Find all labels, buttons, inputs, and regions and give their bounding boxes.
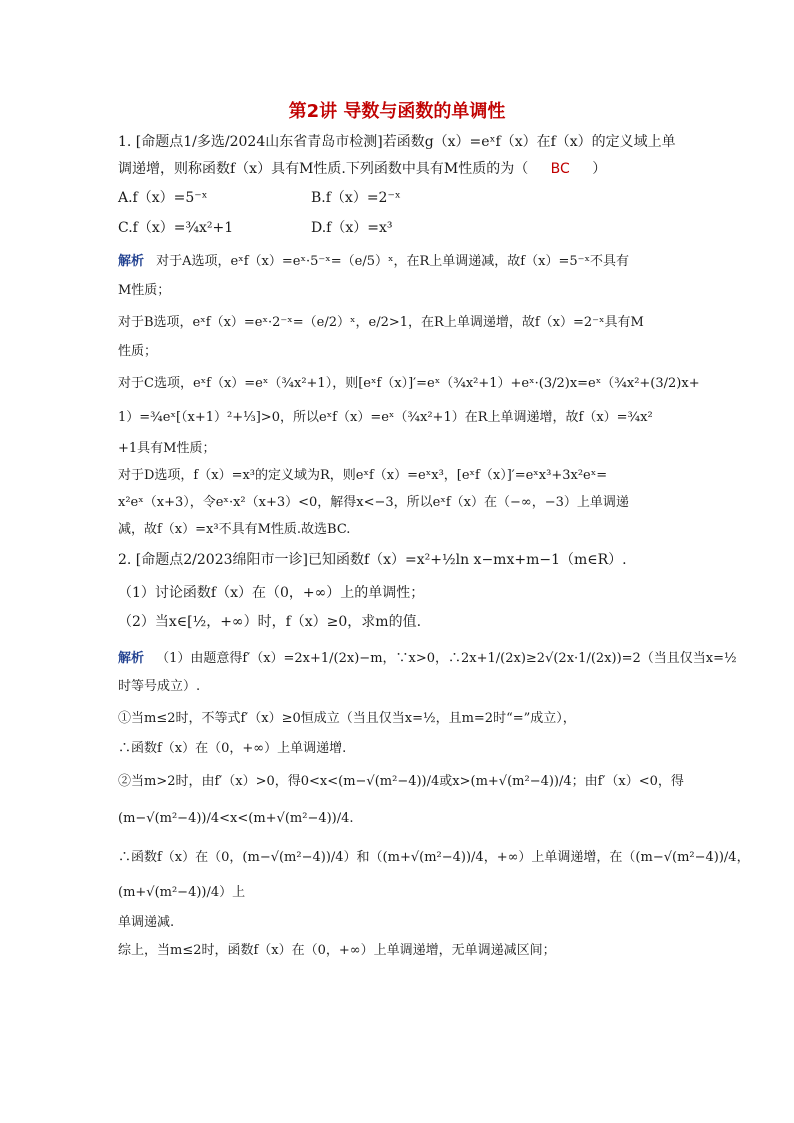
sol1-line-2: M性质；	[118, 283, 171, 298]
sol1-line-1	[118, 252, 688, 272]
q2-stem: 2. [命题点2/2023绵阳市一诊]已知函数f（x）=x²+½ln x−mx+m−1（m∈R）.	[118, 552, 627, 568]
sol2-line-9: 单调递减.	[118, 915, 175, 930]
q1-stem-line-1: 1. [命题点1/多选/2024山东省青岛市检测]若函数g（x）=eˣf（x）在f（x）的定义域上单	[118, 134, 676, 150]
page-title: 第2讲 导数与函数的单调性	[288, 101, 506, 122]
q1-stem-text: 调递增，则称函数f（x）具有M性质.下列函数中具有M性质的为（	[118, 161, 529, 177]
sol2-line-7: ∴函数f（x）在（0，(m−√(m²−4))/4）和（(m+√(m²−4))/4，+∞）上单调递增，在（(m−√(m²−4))/4，	[118, 850, 750, 865]
sol2-line-8: (m+√(m²−4))/4）上	[118, 885, 246, 900]
q2-part-1: （1）讨论函数f（x）在（0，+∞）上的单调性；	[118, 585, 425, 601]
sol2-line-10: 综上，当m≤2时，函数f（x）在（0，+∞）上单调递增，无单调递减区间；	[118, 943, 556, 958]
sol1-line-5: 对于C选项，eˣf（x）=eˣ（¾x²+1），则[eˣf（x）]′=eˣ（¾x²+1）+eˣ·(3/2)x=eˣ（¾x²+(3/2)x+	[118, 376, 700, 391]
sol2-line-1	[118, 649, 737, 669]
sol1-line-7: +1具有M性质；	[118, 441, 216, 456]
q1-option-c: C.f（x）=¾x²+1	[118, 220, 234, 236]
sol2-line-5: ②当m>2时，由f′（x）>0，得0<x<(m−√(m²−4))/4或x>(m+√(m²−4))/4；由f′（x）<0，得	[118, 774, 684, 789]
q1-stem-line-2	[118, 159, 688, 179]
sol1-line-6: 1）=¾eˣ[（x+1）²+⅓]>0，所以eˣf（x）=eˣ（¾x²+1）在R上单调递增，故f（x）=¾x²	[118, 410, 653, 425]
sol2-line-4: ∴函数f（x）在（0，+∞）上单调递增.	[118, 741, 347, 756]
sol2-line-2: 时等号成立）.	[118, 679, 201, 694]
sol1-label: 解析	[118, 254, 145, 269]
sol1-line-9: x²eˣ（x+3），令eˣ·x²（x+3）<0，解得x<−3，所以eˣf（x）在（−∞，−3）上单调递	[118, 495, 629, 510]
q1-option-d: D.f（x）=x³	[311, 220, 393, 236]
sol1-line-4: 性质；	[118, 344, 158, 359]
sol2-line-6: (m−√(m²−4))/4<x<(m+√(m²−4))/4.	[118, 811, 354, 826]
sol1-line-3: 对于B选项，eˣf（x）=eˣ·2⁻ˣ=（e/2）ˣ，e/2>1，在R上单调递增，故f（x）=2⁻ˣ具有M	[118, 315, 644, 330]
sol1-text-1: 对于A选项，eˣf（x）=eˣ·5⁻ˣ=（e/5）ˣ，在R上单调递减，故f（x）=5⁻ˣ不具有	[156, 254, 629, 269]
q2-part-2: （2）当x∈[½，+∞）时，f（x）≥0，求m的值.	[118, 614, 422, 630]
q1-option-a: A.f（x）=5⁻ˣ	[118, 190, 208, 206]
sol1-line-10: 减，故f（x）=x³不具有M性质.故选BC.	[118, 522, 351, 537]
q1-option-b: B.f（x）=2⁻ˣ	[311, 190, 401, 206]
q1-stem-close: ）	[592, 161, 607, 177]
q1-answer: BC	[550, 161, 570, 177]
sol2-line-3: ①当m≤2时，不等式f′（x）≥0恒成立（当且仅当x=½，且m=2时“=”成立），	[118, 711, 576, 726]
sol2-text-1: （1）由题意得f′（x）=2x+1/(2x)−m，∵x>0，∴2x+1/(2x)≥2√(2x·1/(2x))=2（当且仅当x=½	[156, 651, 737, 666]
sol1-line-8: 对于D选项，f（x）=x³的定义域为R，则eˣf（x）=eˣx³，[eˣf（x）]′=eˣx³+3x²eˣ=	[118, 468, 608, 483]
sol2-label: 解析	[118, 651, 145, 666]
